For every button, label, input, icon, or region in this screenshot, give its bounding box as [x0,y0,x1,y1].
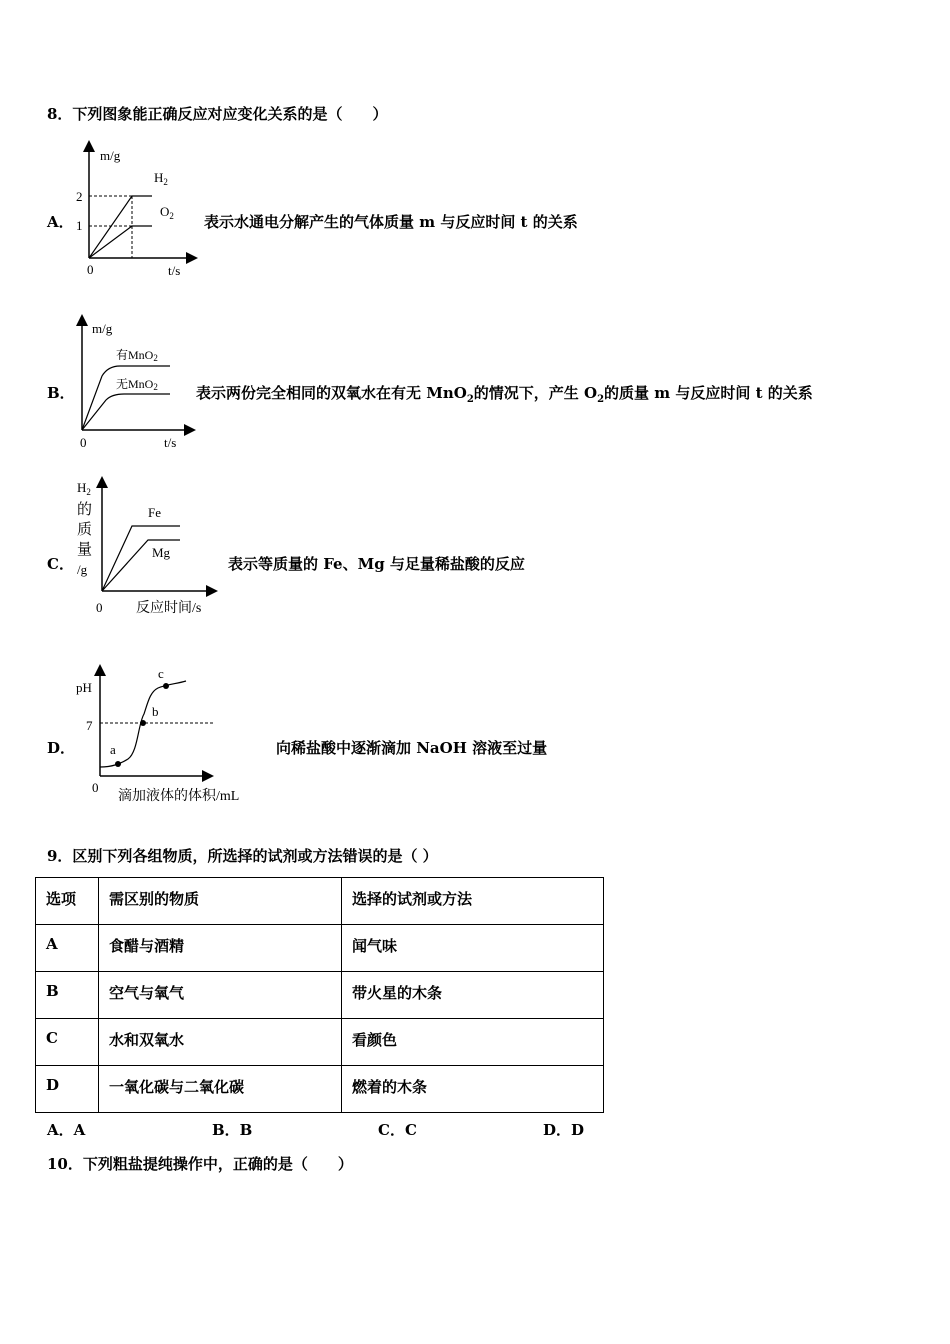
graph-b-curve-with-label: 有MnO2 [116,348,158,363]
graph-c-y-label-3: 质 [77,522,93,538]
graph-b-curve-with [82,366,170,430]
q9-answer-d: D．D [543,1121,585,1139]
q9-stem: 9．区别下列各组物质，所选择的试剂或方法错误的是（ ） [47,847,438,865]
graph-d-origin: 0 [92,780,99,795]
table-row [36,925,604,972]
q10-stem: 10．下列粗盐提纯操作中，正确的是（ ） [47,1155,353,1173]
table-row [36,1019,604,1066]
graph-b-y-label: m/g [92,321,113,336]
q8-option-d-letter: D． [47,739,76,757]
table-cell: D [36,1066,99,1113]
graph-a-origin: 0 [87,262,94,277]
graph-d-point-a [115,761,121,767]
table-row [36,972,604,1019]
table-cell: 看颜色 [342,1019,604,1066]
graph-d-tick-7: 7 [86,718,93,733]
graph-d-label-b: b [152,704,159,719]
graph-c-origin: 0 [96,600,103,615]
graph-c-y-label-4: 量 [77,542,93,558]
q8-option-b-desc: 表示两份完全相同的双氧水在有无 MnO$_2$的情况下，产生 $O_2$的质量 m 与反应时间 t 的关系 [196,384,813,405]
graph-a-o2-label: $O_2$ [160,204,174,221]
q8-option-b-letter: B． [47,384,75,402]
table-cell: 一氧化碳与二氧化碳 [99,1066,342,1113]
graph-a-h2-label: $H_2$ [154,170,168,187]
table-cell: 带火星的木条 [342,972,604,1019]
table-cell: 燃着的木条 [342,1066,604,1113]
q9-table [35,877,604,1113]
q9-answer-a: A．A [47,1121,86,1139]
graph-c-fe-label: Fe [148,505,161,520]
graph-c-y-label-2: 的 [77,502,93,518]
graph-d-point-b [140,720,146,726]
q8-option-a-letter: A． [47,213,74,231]
graph-b-x-label: t/s [164,435,177,450]
table-row [36,878,604,925]
table-cell: C [36,1019,99,1066]
graph-d-label-c: c [158,666,164,681]
graph-c-y-label-h2: $H_2$ [77,480,91,497]
graph-b-curve-without-label: 无MnO2 [116,377,158,392]
graph-a-h2-line [89,196,152,258]
graph-b-curve-without [82,394,170,430]
graph-d-y-label: pH [76,680,92,695]
table-header-substances: 需区别的物质 [99,878,342,925]
table-header-method: 选择的试剂或方法 [342,878,604,925]
graph-c-x-label: 反应时间/s [136,601,202,616]
q8-graph-c [72,476,222,621]
q8-graph-b [72,314,197,454]
q8-graph-a [72,140,202,280]
graph-c-y-label-5: /g [77,562,88,577]
q8-stem: 8．下列图象能正确反应对应变化关系的是（ ） [47,105,388,123]
graph-d-label-a: a [110,742,116,757]
table-cell: 水和双氧水 [99,1019,342,1066]
q8-option-a-desc: 表示水通电分解产生的气体质量 m 与反应时间 t 的关系 [204,213,578,231]
q9-answer-c: C．C [378,1121,417,1139]
graph-d-x-label: 滴加液体的体积/mL [118,789,240,804]
table-cell: 空气与氧气 [99,972,342,1019]
q8-option-c-letter: C． [47,555,74,573]
graph-b-origin: 0 [80,435,87,450]
table-row [36,1066,604,1113]
table-cell: A [36,925,99,972]
q8-option-d-desc: 向稀盐酸中逐渐滴加 NaOH 溶液至过量 [276,739,548,757]
graph-d-point-c [163,683,169,689]
table-cell: 闻气味 [342,925,604,972]
graph-a-y-label: m/g [100,148,121,163]
table-header-option: 选项 [36,878,99,925]
graph-a-tick-1: 1 [76,218,83,233]
table-cell: B [36,972,99,1019]
graph-a-tick-2: 2 [76,189,83,204]
q8-graph-d [72,664,272,809]
q8-option-c-desc: 表示等质量的 Fe、Mg 与足量稀盐酸的反应 [228,555,525,573]
graph-a-o2-line [89,226,152,258]
graph-c-mg-label: Mg [152,545,171,560]
table-cell: 食醋与酒精 [99,925,342,972]
graph-a-x-label: t/s [168,263,181,278]
q9-answer-b: B．B [212,1121,253,1139]
